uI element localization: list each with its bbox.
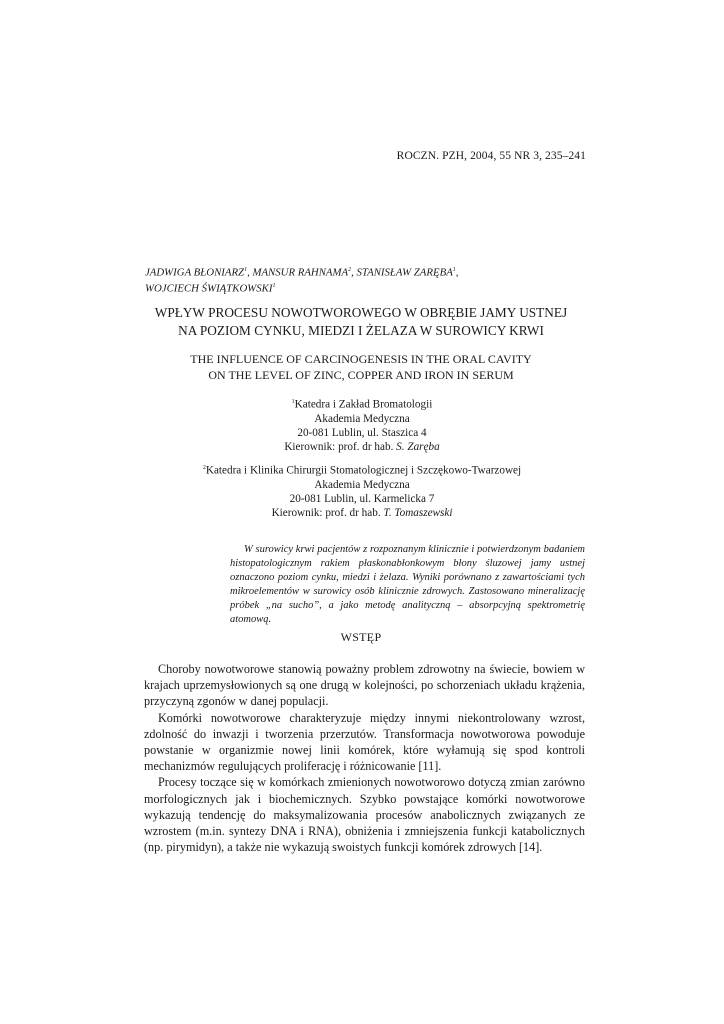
author-name: , STANISŁAW ZARĘBA: [351, 266, 453, 279]
affiliation-head-name: S. Zaręba: [396, 440, 440, 453]
paragraph: Procesy toczące się w komórkach zmienionych nowotworowo dotyczą zmian zarówno morfologicznych jak i biochemicznych. Szybko powstające komórki nowotworowe wykazują tendencję do maksymalizowania procesów anabolicznych związanych ze wzrostem (m.in. syntezy DNA i RNA), obniżenia i zmniejszenia funkcji katabolicznych (np. pirymidyn), a także nie wykazują swoistych funkcji komórek zdrowych [14].: [144, 775, 585, 855]
author-affiliation-mark: 2: [348, 267, 352, 273]
paragraph: Komórki nowotworowe charakteryzuje między innymi niekontrolowany wzrost, zdolność do inwazji i tworzenia przerzutów. Transformacja nowotworowa powoduje powstanie w organizmie nowej linii komórek, które wyłamują się spod kontroli mechanizmów regulujących proliferację i różnicowanie [11].: [144, 710, 585, 774]
affiliation-address: 20-081 Lublin, ul. Staszica 4: [297, 426, 427, 439]
author-list: [145, 264, 585, 295]
body-text: [144, 661, 585, 855]
author-affiliation-mark: 1: [452, 267, 456, 273]
author-affiliation-mark: 1: [244, 267, 248, 273]
author-name: JADWIGA BŁONIARZ: [145, 266, 245, 279]
affiliation-2: [140, 461, 584, 520]
title-english: [110, 351, 612, 383]
author-affiliation-mark: 1: [272, 282, 276, 289]
section-heading: WSTĘP: [340, 630, 382, 644]
journal-reference: ROCZN. PZH, 2004, 55 NR 3, 235–241: [396, 150, 586, 162]
title-line: ON THE LEVEL OF ZINC, COPPER AND IRON IN SERUM: [208, 368, 514, 382]
affiliation-mark: 2: [202, 465, 206, 471]
title-line: WPŁYW PROCESU NOWOTWOROWEGO W OBRĘBIE JAMY USTNEJ: [154, 305, 568, 320]
author-name: WOJCIECH ŚWIĄTKOWSKI: [145, 282, 273, 295]
affiliation-dept: Katedra i Zakład Bromatologii: [294, 398, 433, 411]
affiliation-mark: 1: [291, 399, 295, 405]
title-polish: [110, 304, 612, 339]
title-line: NA POZIOM CYNKU, MIEDZI I ŻELAZA W SUROWICY KRWI: [178, 322, 544, 338]
affiliation-1: [140, 395, 584, 454]
affiliation-institution: Akademia Medyczna: [314, 478, 410, 491]
author-separator: ,: [455, 266, 459, 279]
affiliation-head-label: Kierownik: prof. dr hab.: [284, 440, 397, 453]
affiliation-institution: Akademia Medyczna: [314, 412, 410, 425]
affiliation-head-name: T. Tomaszewski: [383, 506, 453, 519]
affiliation-dept: Katedra i Klinika Chirurgii Stomatologicznej i Szczękowo-Twarzowej: [205, 464, 522, 477]
title-line: THE INFLUENCE OF CARCINOGENESIS IN THE ORAL CAVITY: [190, 352, 532, 366]
author-name: , MANSUR RAHNAMA: [247, 266, 349, 279]
affiliation-address: 20-081 Lublin, ul. Karmelicka 7: [289, 492, 435, 505]
abstract: W surowicy krwi pacjentów z rozpoznanym klinicznie i potwierdzonym badaniem histopatologicznym rakiem płaskonabłonkowym błony śluzowej jamy ustnej oznaczono poziom cynku, miedzi i żelaza. Wyniki porównano z zawartościami tych mikroelementów w surowicy osób klinicznie zdrowych. Zastosowano mineralizację próbek „na sucho”, a jako metodę analityczną – absorpcyjną spektrometrię atomową.: [230, 544, 585, 625]
paragraph: Choroby nowotworowe stanowią poważny problem zdrowotny na świecie, bowiem w krajach uprzemysłowionych są one drugą w kolejności, po schorzeniach układu krążenia, przyczyną zgonów w danej populacji.: [144, 662, 585, 709]
affiliation-head-label: Kierownik: prof. dr hab.: [271, 506, 384, 519]
